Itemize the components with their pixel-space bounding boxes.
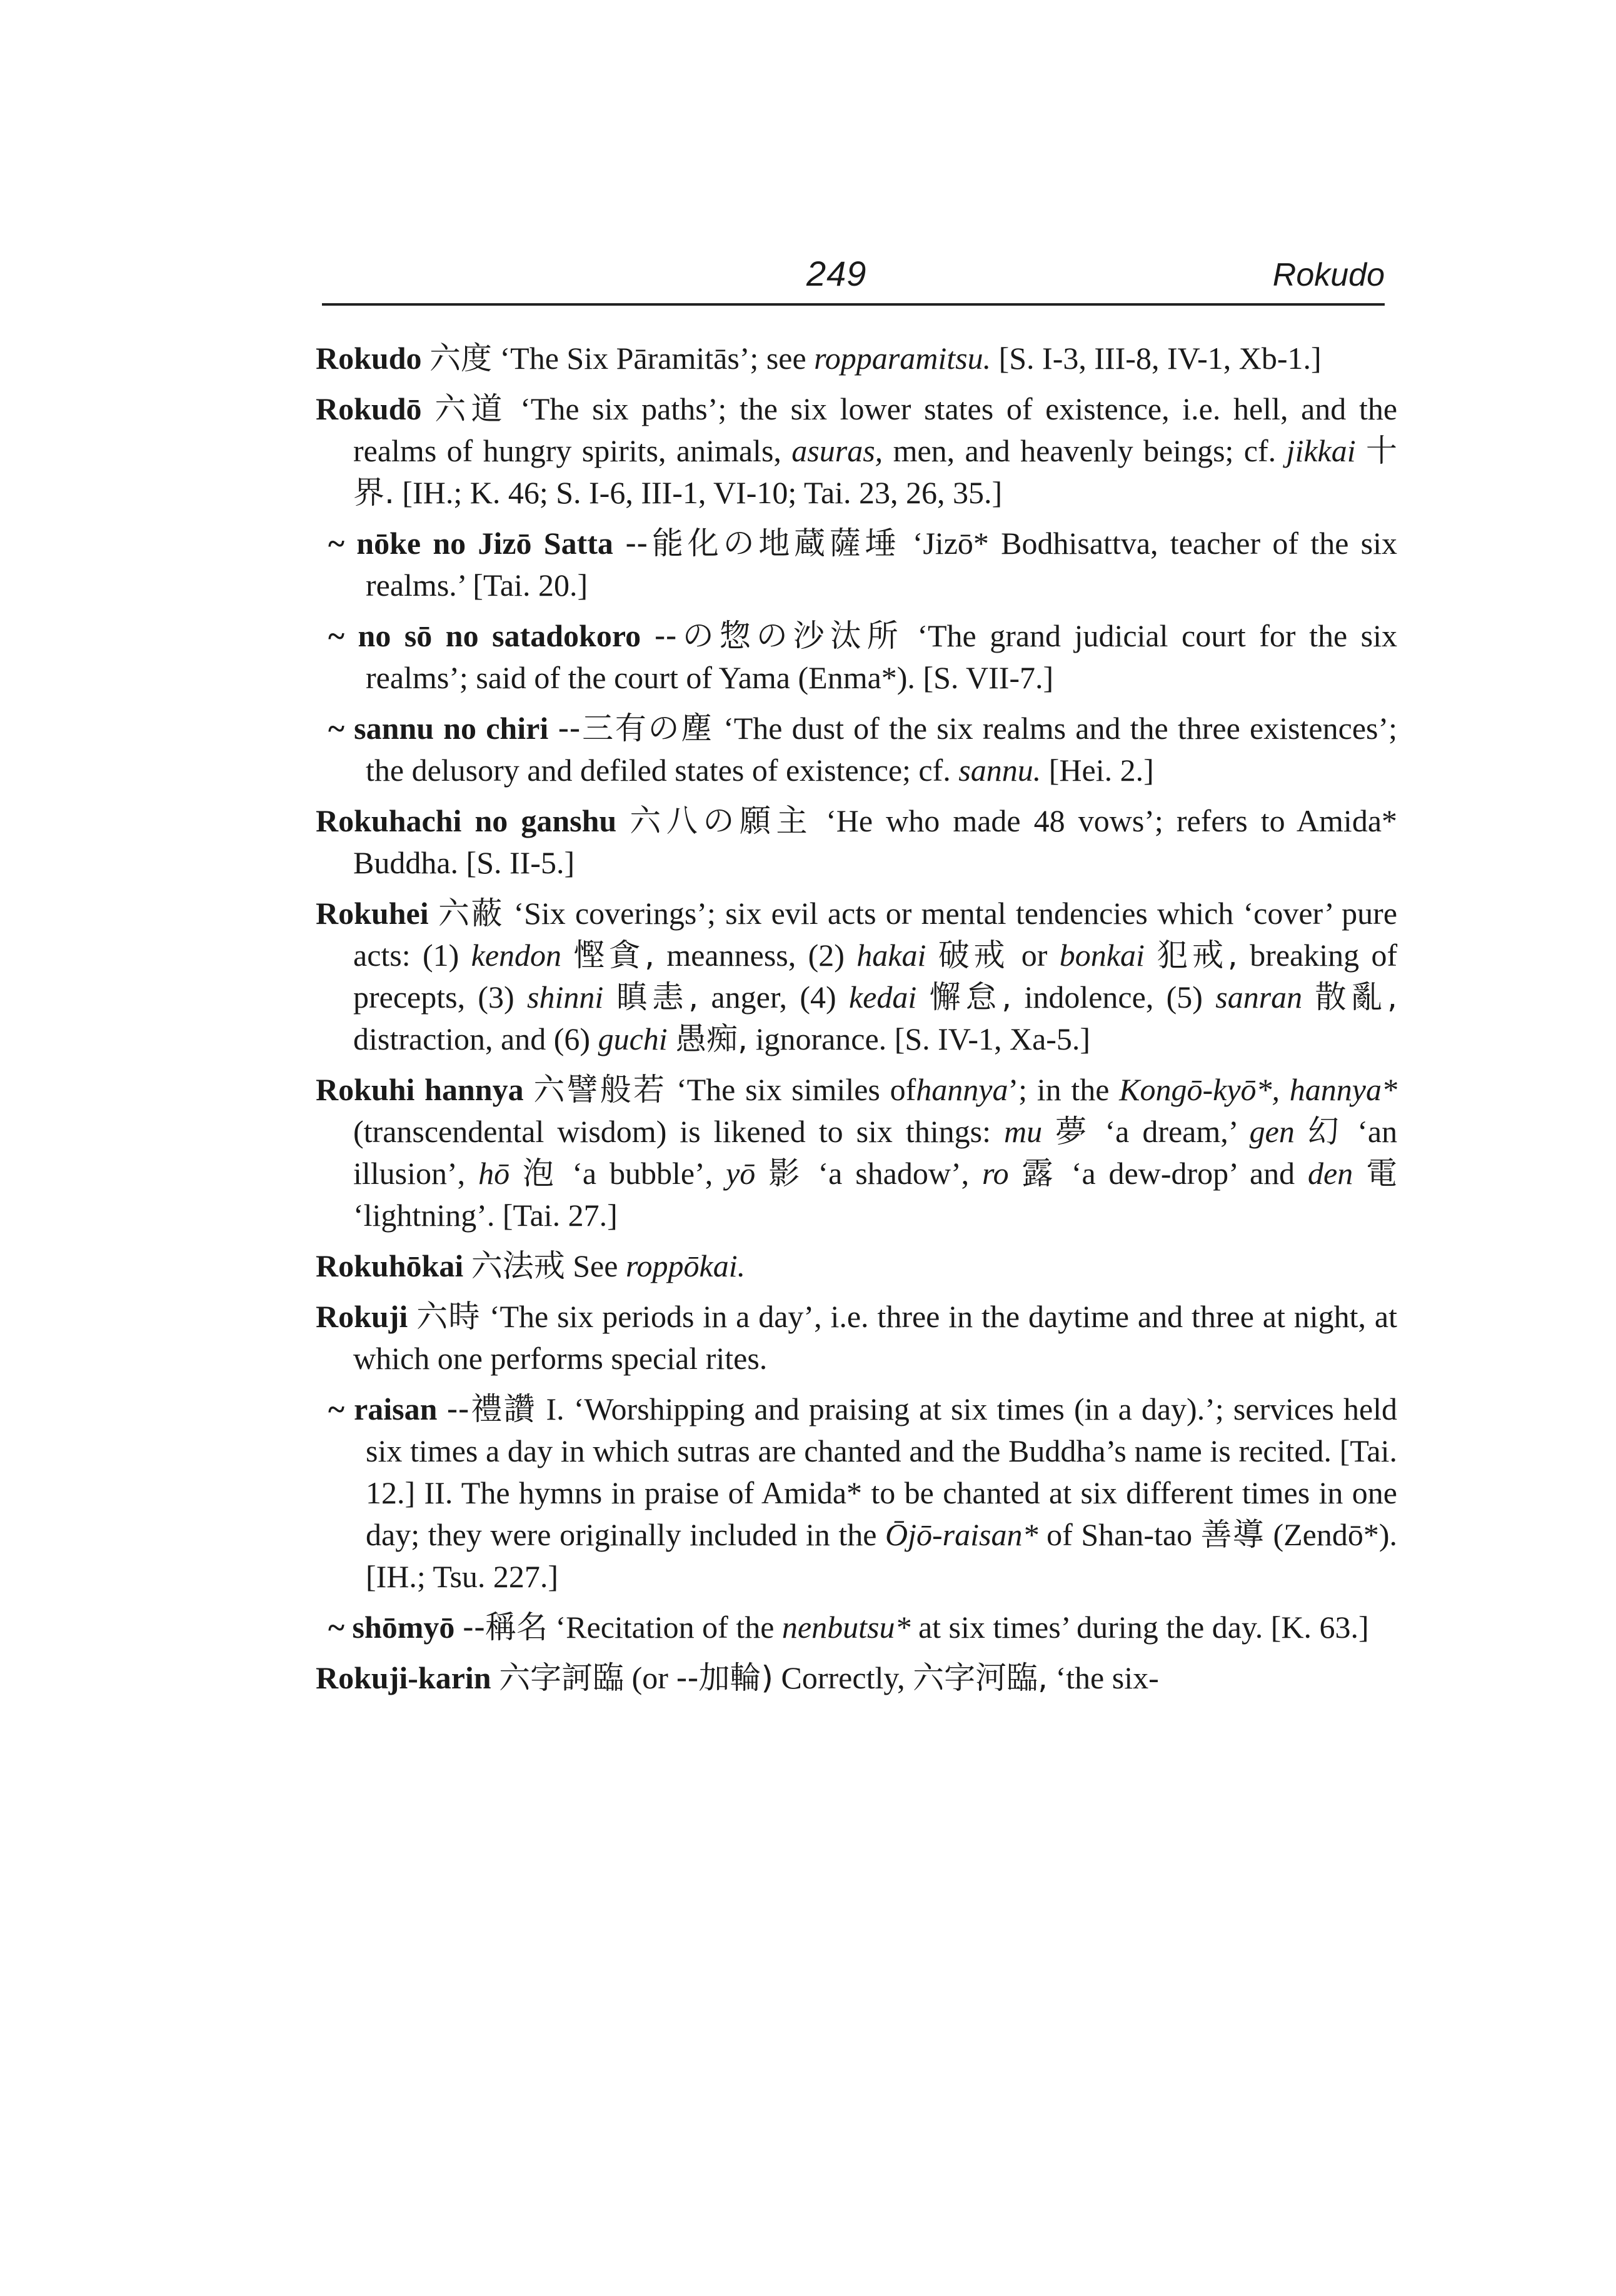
definition: (or [631, 1660, 668, 1695]
italic-term: den [1308, 1156, 1353, 1191]
italic-term: shinni [527, 980, 604, 1015]
headword-kanji: 六時 [416, 1298, 481, 1335]
term-kanji: 瞋恚, [616, 979, 699, 1015]
italic-term: kedai [848, 980, 917, 1015]
italic-term: kendon [471, 938, 562, 973]
term-kanji: 幻 [1307, 1113, 1345, 1150]
definition: ‘The dust of the six realms and the three existences’; the delusory and defiled states of existence; cf. [366, 711, 1398, 788]
entry-rokuhi-hannya [316, 1069, 1397, 1236]
term-kanji: 慳貪, [573, 937, 655, 973]
definition: ‘the six- [1055, 1660, 1159, 1695]
headword-kanji: 六度 [429, 340, 493, 376]
headword-kanji: 六字訶臨 [499, 1660, 625, 1696]
definition: ‘a shadow’, [818, 1156, 970, 1191]
definition: anger, (4) [711, 980, 836, 1015]
definition: distraction, and (6) [353, 1021, 591, 1056]
running-head: Rokudo [1272, 257, 1385, 293]
term-kanji: 懈怠, [929, 979, 1012, 1015]
entry-rokuji-karin [316, 1657, 1397, 1699]
source-refs: [Tai. 20.] [473, 568, 588, 603]
term-kanji: 十界. [353, 433, 1397, 511]
italic-term: hannya [916, 1072, 1008, 1107]
source-refs: [Tai. 27.] [502, 1198, 618, 1233]
italic-term: jikkai [1286, 433, 1356, 468]
headword-kanji: 六譬般若 [533, 1071, 667, 1108]
definition: ‘The grand judicial court for the six realms’; said of the court of Yama (Enma*). [366, 618, 1398, 695]
entry-rokuji [316, 1296, 1397, 1380]
definition: I. ‘Worshipping and praising at six times (in a day).’; services held six times a day in which sutras are chanted and the Buddha’s name is recited. [366, 1391, 1398, 1468]
headword: Rokuji [316, 1299, 408, 1334]
italic-term: asuras, [791, 433, 883, 468]
headword-kanji: --の惣の沙汰所 [654, 618, 904, 654]
definition: at six times’ during the day. [918, 1610, 1263, 1645]
italic-term: nenbutsu* [781, 1610, 911, 1645]
headword: Rokudo [316, 341, 422, 376]
page-header [322, 253, 1385, 306]
term-kanji: 六字河臨, [913, 1660, 1048, 1696]
entry-rokuhokai [316, 1245, 1397, 1287]
definition: ‘The six periods in a day’, i.e. three in the daytime and three at night, at which one performs special rites. [353, 1299, 1398, 1376]
definition: or [1021, 938, 1048, 973]
term-kanji: 犯戒, [1157, 937, 1238, 973]
source-refs: [IH.; K. 46; S. I-6, III-1, VI-10; Tai. 23, 26, 35.] [402, 475, 1003, 510]
headword: ~ sannu no chiri [328, 711, 549, 746]
definition: ‘a bubble’, [572, 1156, 713, 1191]
entry-rokuhachi-no-ganshu [316, 800, 1397, 884]
italic-term: yō [726, 1156, 756, 1191]
definition: ‘an illusion’, [353, 1114, 1398, 1191]
definition: indolence, (5) [1024, 980, 1203, 1015]
entry-no-so-no-satadokoro [328, 615, 1397, 699]
entry-shomyo [328, 1607, 1397, 1648]
italic-term: guchi [598, 1021, 668, 1056]
definition: ‘a dream,’ [1105, 1114, 1237, 1149]
headword: Rokuhōkai [316, 1248, 464, 1283]
definition: ‘The six similes of [676, 1072, 916, 1107]
definition: ‘The six paths’; the six lower states of existence, i.e. hell, and the realms of hungry spirits, animals, [353, 391, 1398, 468]
italic-term: hakai [856, 938, 926, 973]
definition: ‘The Six Pāramitās’; see [499, 341, 806, 376]
definition: ‘a dew-drop’ and [1071, 1156, 1295, 1191]
definition: ignorance. [755, 1021, 887, 1056]
term-kanji: --加輪) [676, 1660, 774, 1696]
headword-kanji: --三有の塵 [558, 710, 714, 746]
definition: See [573, 1248, 618, 1283]
italic-term: gen [1249, 1114, 1295, 1149]
italic-term: hannya* [1289, 1072, 1397, 1107]
definition: ‘lightning’. [353, 1198, 495, 1233]
headword: ~ raisan [328, 1391, 438, 1426]
entry-raisan [328, 1388, 1397, 1598]
italic-term: Kongō-kyō*, [1119, 1072, 1280, 1107]
headword-kanji: 六法戒 [471, 1248, 565, 1284]
headword: Rokuhi hannya [316, 1072, 524, 1107]
definition: breaking of precepts, (3) [353, 938, 1398, 1015]
source-refs: [K. 63.] [1270, 1610, 1369, 1645]
cross-reference: sannu. [958, 753, 1041, 788]
headword: Rokuji-karin [316, 1660, 491, 1695]
italic-term: hō [478, 1156, 510, 1191]
definition: Correctly, [781, 1660, 905, 1695]
headword-kanji: --禮讚 [446, 1391, 537, 1427]
italic-term: bonkai [1059, 938, 1145, 973]
headword: ~ no sō no satadokoro [328, 618, 641, 653]
term-kanji: 電 [1366, 1155, 1398, 1191]
headword-kanji: --稱名 [462, 1609, 548, 1645]
italic-term: ro [982, 1156, 1009, 1191]
source-refs: [Hei. 2.] [1048, 753, 1154, 788]
source-refs: [S. VII-7.] [923, 660, 1054, 695]
term-kanji: 破戒 [938, 937, 1010, 973]
term-kanji: 影 [768, 1155, 805, 1191]
definition: (Zendō*). [1273, 1517, 1397, 1552]
term-kanji: 泡 [522, 1155, 560, 1191]
entry-sannu-no-chiri [328, 708, 1397, 791]
cross-reference: ropparamitsu. [814, 341, 991, 376]
term-kanji: 露 [1021, 1155, 1058, 1191]
definition: ‘Jizō* Bodhisattva, teacher of the six realms.’ [366, 526, 1398, 603]
source-refs: [IH.; Tsu. 227.] [366, 1559, 559, 1594]
term-kanji: 愚痴, [675, 1021, 748, 1057]
source-refs: [Tai. 12.] [366, 1433, 1398, 1510]
definition: meanness, (2) [666, 938, 845, 973]
term-kanji: 夢 [1055, 1113, 1092, 1150]
headword-kanji: 六八の願主 [630, 803, 813, 839]
entry-rokuhei [316, 893, 1397, 1060]
cross-reference: roppōkai. [625, 1248, 746, 1283]
headword-kanji: --能化の地蔵薩埵 [625, 525, 901, 561]
italic-term: sanran [1215, 980, 1303, 1015]
term-kanji: 散亂, [1315, 979, 1398, 1015]
headword: ~ shōmyō [328, 1610, 455, 1645]
entry-noke-no-jizo-satta [328, 523, 1397, 606]
headword: Rokuhachi no ganshu [316, 803, 617, 838]
definition: men, and heavenly beings; cf. [893, 433, 1277, 468]
italic-term: mu [1004, 1114, 1043, 1149]
italic-term: Ōjō-raisan* [885, 1517, 1038, 1552]
headword-kanji: 六道 [434, 391, 508, 427]
headword: Rokuhei [316, 896, 429, 931]
source-refs: [S. II-5.] [466, 845, 575, 880]
source-refs: [S. I-3, III-8, IV-1, Xb-1.] [998, 341, 1322, 376]
entry-rokudo [316, 338, 1397, 379]
headword: ~ nōke no Jizō Satta [328, 526, 613, 561]
source-refs: [S. IV-1, Xa-5.] [894, 1021, 1091, 1056]
entry-rokudo-paths [316, 388, 1397, 514]
definition: ‘Recitation of the [555, 1610, 775, 1645]
headword: Rokudō [316, 391, 422, 426]
definition: ’; in the [1008, 1072, 1110, 1107]
definition: of Shan-tao [1046, 1517, 1193, 1552]
headword-kanji: 六蔽 [438, 895, 504, 931]
term-kanji: 善導 [1200, 1516, 1265, 1553]
definition: II. The hymns in praise of Amida* to be chanted at six different times in one day; they were originally included in the [366, 1475, 1397, 1552]
definition: ‘He who made 48 vows’; refers to Amida* Buddha. [353, 803, 1398, 880]
definition: ‘Six coverings’; six evil acts or mental tendencies which ‘cover’ pure acts: (1) [353, 896, 1398, 973]
dictionary-entries [316, 338, 1397, 1708]
definition: (transcendental wisdom) is likened to six things: [353, 1114, 991, 1149]
page-number: 249 [806, 254, 867, 293]
